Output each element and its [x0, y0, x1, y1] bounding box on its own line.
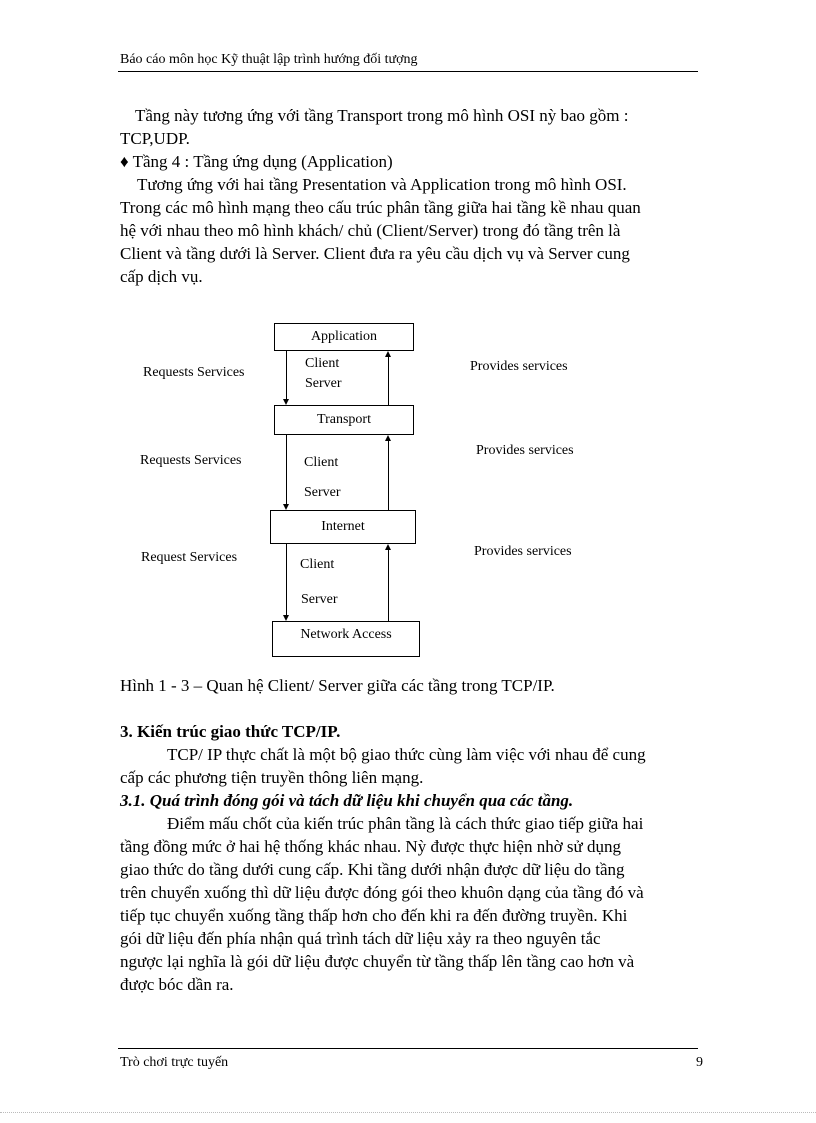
- section31-para-line: trên chuyển xuống thì dữ liệu được đóng gói theo khuôn dạng của tầng đó và: [120, 883, 644, 902]
- server-label: Server: [304, 485, 341, 500]
- up-arrow-head: [385, 435, 391, 441]
- down-arrow-head: [283, 615, 289, 621]
- intro-para-line: Client và tầng dưới là Server. Client đưa ra yêu cầu dịch vụ và Server cung: [120, 244, 630, 263]
- section3-para-line: TCP/ IP thực chất là một bộ giao thức cùng làm việc với nhau để cung: [167, 745, 646, 764]
- intro-para-line: Trong các mô hình mạng theo cấu trúc phân tầng giữa hai tầng kề nhau quan: [120, 198, 641, 217]
- layer-box-transport: Transport: [274, 405, 414, 435]
- server-label: Server: [305, 376, 342, 391]
- section-heading: 3. Kiến trúc giao thức TCP/IP.: [120, 722, 341, 741]
- down-arrow-line: [286, 351, 287, 399]
- page-number: 9: [696, 1055, 703, 1070]
- header-rule: [118, 71, 698, 72]
- client-label: Client: [304, 455, 339, 470]
- section31-para-line: được bóc dần ra.: [120, 975, 234, 994]
- provides-services-label: Provides services: [476, 443, 574, 458]
- figure-caption: Hình 1 - 3 – Quan hệ Client/ Server giữa các tầng trong TCP/IP.: [120, 676, 555, 695]
- intro-line-1: Tầng này tương ứng với tầng Transport trong mô hình OSI nỳ bao gồm :: [135, 106, 629, 125]
- section3-para-line: cấp các phương tiện truyền thông liên mạng.: [120, 768, 424, 787]
- up-arrow-line: [388, 441, 389, 510]
- section31-para-line: ngược lại nghĩa là gói dữ liệu được chuyển từ tầng thấp lên tầng cao hơn và: [120, 952, 635, 971]
- up-arrow-line: [388, 550, 389, 621]
- section31-para-line: tầng đồng mức ở hai hệ thống khác nhau. Nỳ được thực hiện nhờ sử dụng: [120, 837, 622, 856]
- section31-para-line: gói dữ liệu đến phía nhận quá trình tách dữ liệu xảy ra theo nguyên tắc: [120, 929, 601, 948]
- running-header: Báo cáo môn học Kỹ thuật lập trình hướng đối tượng: [120, 52, 418, 67]
- layer-box-internet: Internet: [270, 510, 416, 544]
- client-label: Client: [300, 557, 335, 572]
- down-arrow-head: [283, 504, 289, 510]
- provides-services-label: Provides services: [470, 359, 568, 374]
- intro-para-line: cấp dịch vụ.: [120, 267, 203, 286]
- provides-services-label: Provides services: [474, 544, 572, 559]
- server-label: Server: [301, 592, 338, 607]
- down-arrow-head: [283, 399, 289, 405]
- layer-box-application: Application: [274, 323, 414, 351]
- layer-box-network-access: Network Access: [272, 621, 420, 657]
- request-services-label: Request Services: [141, 550, 238, 565]
- down-arrow-line: [286, 435, 287, 504]
- subsection-heading: 3.1. Quá trình đóng gói và tách dữ liệu khi chuyển qua các tầng.: [120, 791, 574, 810]
- intro-para-line: Tương ứng với hai tầng Presentation và Application trong mô hình OSI.: [137, 175, 627, 194]
- intro-line-2: TCP,UDP.: [120, 129, 190, 148]
- requests-services-label: Requests Services: [143, 365, 245, 380]
- bullet-application-layer: ♦ Tầng 4 : Tầng ứng dụng (Application): [120, 152, 393, 171]
- section31-para-line: Điểm mấu chốt của kiến trúc phân tầng là cách thức giao tiếp giữa hai: [167, 814, 644, 833]
- footer-rule: [118, 1048, 698, 1049]
- section31-para-line: tiếp tục chuyển xuống tầng thấp hơn cho đến khi ra đến đường truyền. Khi: [120, 906, 628, 925]
- up-arrow-head: [385, 351, 391, 357]
- section31-para-line: giao thức do tầng dưới cung cấp. Khi tầng dưới nhận được dữ liệu do tầng: [120, 860, 625, 879]
- up-arrow-line: [388, 357, 389, 405]
- up-arrow-head: [385, 544, 391, 550]
- requests-services-label: Requests Services: [140, 453, 242, 468]
- footer-title: Trò chơi trực tuyến: [120, 1055, 229, 1070]
- client-label: Client: [305, 356, 340, 371]
- intro-para-line: hệ với nhau theo mô hình khách/ chủ (Client/Server) trong đó tầng trên là: [120, 221, 621, 240]
- page-bottom-edge: [0, 1112, 816, 1113]
- down-arrow-line: [286, 544, 287, 615]
